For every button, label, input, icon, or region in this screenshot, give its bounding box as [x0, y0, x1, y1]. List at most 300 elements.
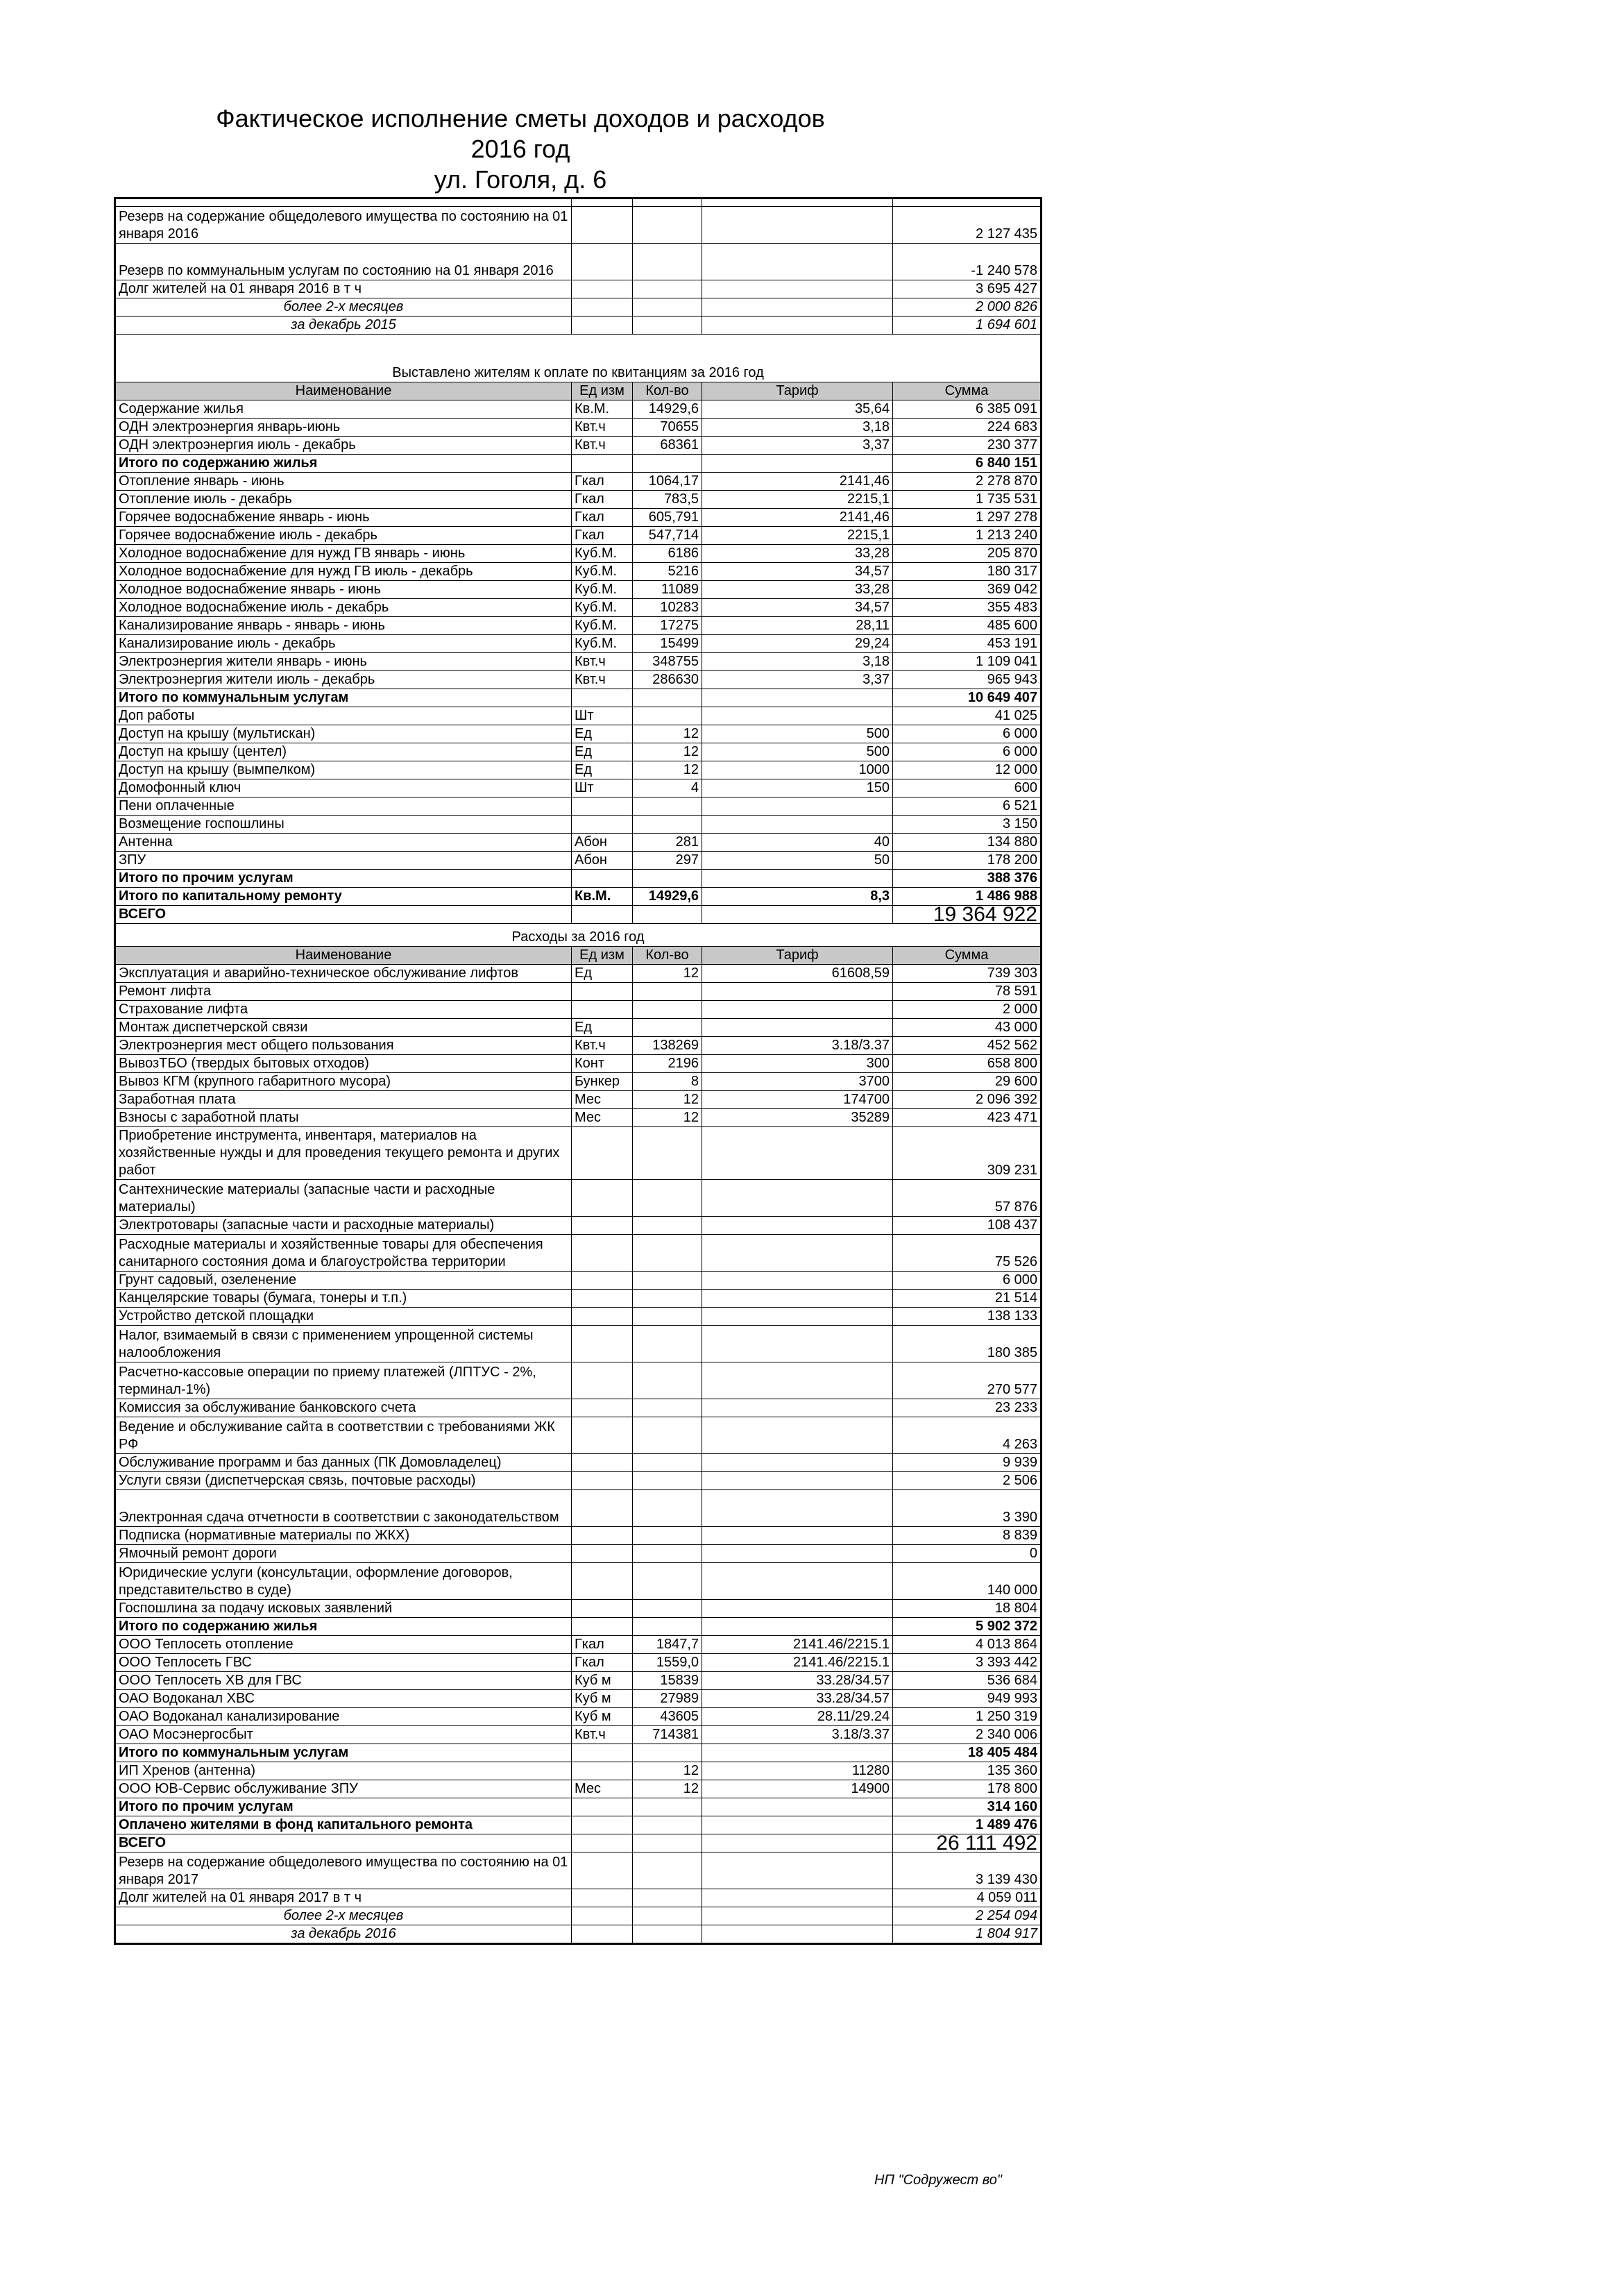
qty-cell [633, 1272, 702, 1290]
income-row [115, 509, 1042, 527]
qty-cell: 783,5 [633, 491, 702, 509]
sum-cell: -1 240 578 [893, 244, 1042, 280]
unit-cell [572, 1907, 633, 1925]
tariff-cell: 2141.46/2215.1 [702, 1654, 893, 1672]
tariff-cell: 33.28/34.57 [702, 1672, 893, 1690]
income-row [115, 635, 1042, 653]
unit-cell: Шт [572, 707, 633, 725]
income-row [115, 419, 1042, 437]
row-label: Доступ на крышу (мультискан) [115, 725, 572, 743]
col-unit-header: Ед изм [572, 382, 633, 400]
qty-cell: 17275 [633, 617, 702, 635]
row-label: Приобретение инструмента, инвентаря, материалов на хозяйственные нужды и для проведения текущего ремонта и других работ [115, 1127, 572, 1180]
unit-cell [572, 1417, 633, 1454]
sum-cell: 230 377 [893, 437, 1042, 455]
sum-cell: 1 804 917 [893, 1925, 1042, 1944]
unit-cell [572, 1798, 633, 1816]
income-row [115, 599, 1042, 617]
row-label: Грунт садовый, озеленение [115, 1272, 572, 1290]
expense-row [115, 1019, 1042, 1037]
qty-cell [633, 1527, 702, 1545]
closing-balance-row [115, 1907, 1042, 1925]
expense-row [115, 1780, 1042, 1798]
unit-cell [572, 1180, 633, 1217]
qty-cell: 605,791 [633, 509, 702, 527]
row-label: Оплачено жителями в фонд капитального ремонта [115, 1816, 572, 1834]
row-label: Ремонт лифта [115, 983, 572, 1001]
row-label: Антенна [115, 834, 572, 852]
qty-cell: 297 [633, 852, 702, 870]
row-label: Канализирование январь - январь - июнь [115, 617, 572, 635]
row-label: Холодное водоснабжение январь - июнь [115, 581, 572, 599]
row-label: за декабрь 2015 [115, 316, 572, 335]
sum-cell: 178 800 [893, 1780, 1042, 1798]
unit-cell: Куб м [572, 1708, 633, 1726]
unit-cell [572, 1326, 633, 1362]
unit-cell [572, 280, 633, 298]
row-label: Доступ на крышу (вымпелком) [115, 761, 572, 779]
qty-cell: 12 [633, 1780, 702, 1798]
qty-cell: 12 [633, 1762, 702, 1780]
sum-cell: 8 839 [893, 1527, 1042, 1545]
sum-cell: 0 [893, 1545, 1042, 1563]
unit-cell [572, 1563, 633, 1600]
total-label: ВСЕГО [115, 906, 572, 924]
unit-cell: Гкал [572, 509, 633, 527]
qty-cell: 12 [633, 743, 702, 761]
unit-cell [572, 1308, 633, 1326]
sum-cell: 1 109 041 [893, 653, 1042, 671]
qty-cell [633, 1308, 702, 1326]
tariff-cell: 3,37 [702, 437, 893, 455]
sum-cell: 355 483 [893, 599, 1042, 617]
income-row [115, 852, 1042, 870]
unit-cell: Конт [572, 1055, 633, 1073]
sum-cell: 3 150 [893, 816, 1042, 834]
unit-cell [572, 816, 633, 834]
unit-cell [572, 1527, 633, 1545]
row-label: ЗПУ [115, 852, 572, 870]
tariff-cell: 3700 [702, 1073, 893, 1091]
tariff-cell [702, 1472, 893, 1490]
unit-cell [572, 797, 633, 816]
unit-cell [572, 1454, 633, 1472]
unit-cell: Мес [572, 1091, 633, 1109]
row-label: ОАО Водоканал канализирование [115, 1708, 572, 1726]
sum-cell: 388 376 [893, 870, 1042, 888]
sum-cell: 3 139 430 [893, 1852, 1042, 1889]
row-label: Налог, взимаемый в связи с применением упрощенной системы налообложения [115, 1326, 572, 1362]
expense-row [115, 1636, 1042, 1654]
row-label: Электротовары (запасные части и расходные материалы) [115, 1217, 572, 1235]
unit-cell [572, 1834, 633, 1852]
expense-row [115, 1127, 1042, 1180]
row-label: Расчетно-кассовые операции по приему платежей (ЛПТУС - 2%, терминал-1%) [115, 1362, 572, 1399]
unit-cell: Гкал [572, 1654, 633, 1672]
income-row [115, 455, 1042, 473]
tariff-cell: 40 [702, 834, 893, 852]
unit-cell: Бункер [572, 1073, 633, 1091]
qty-cell [633, 1454, 702, 1472]
tariff-cell: 28,11 [702, 617, 893, 635]
row-label: более 2-х месяцев [115, 1907, 572, 1925]
tariff-cell [702, 1527, 893, 1545]
expense-row [115, 1001, 1042, 1019]
qty-cell [633, 1362, 702, 1399]
row-label: Взносы с заработной платы [115, 1109, 572, 1127]
row-label: ИП Хренов (антенна) [115, 1762, 572, 1780]
row-label: Расходные материалы и хозяйственные товары для обеспечения санитарного состояния дома и благоустройства территории [115, 1235, 572, 1272]
qty-cell [633, 1326, 702, 1362]
qty-cell [633, 983, 702, 1001]
expense-row [115, 1217, 1042, 1235]
qty-cell: 1064,17 [633, 473, 702, 491]
qty-cell [633, 280, 702, 298]
qty-cell: 15839 [633, 1672, 702, 1690]
qty-cell [633, 1907, 702, 1925]
total-sum: 26 111 492 [893, 1834, 1042, 1852]
sum-cell: 205 870 [893, 545, 1042, 563]
row-label: Электроэнергия жители январь - июнь [115, 653, 572, 671]
sum-cell: 1 735 531 [893, 491, 1042, 509]
tariff-cell: 34,57 [702, 563, 893, 581]
sum-cell: 739 303 [893, 965, 1042, 983]
income-row [115, 671, 1042, 689]
unit-cell [572, 1217, 633, 1235]
expense-row [115, 1290, 1042, 1308]
row-label: ООО Теплосеть ХВ для ГВС [115, 1672, 572, 1690]
row-label: за декабрь 2016 [115, 1925, 572, 1944]
unit-cell [572, 689, 633, 707]
unit-cell: Гкал [572, 1636, 633, 1654]
qty-cell [633, 1490, 702, 1527]
tariff-cell [702, 707, 893, 725]
sum-cell: 178 200 [893, 852, 1042, 870]
expense-row [115, 1654, 1042, 1672]
unit-cell: Мес [572, 1109, 633, 1127]
col-tariff-header: Тариф [702, 382, 893, 400]
organization-signature: НП "Содружест во" [874, 2172, 1002, 2188]
income-row [115, 563, 1042, 581]
section-title: Расходы за 2016 год [115, 924, 1042, 947]
income-row [115, 779, 1042, 797]
row-label: Электроэнергия мест общего пользования [115, 1037, 572, 1055]
row-label: ОАО Мосэнергосбыт [115, 1726, 572, 1744]
row-label: ОАО Водоканал ХВС [115, 1690, 572, 1708]
unit-cell: Абон [572, 852, 633, 870]
income-row [115, 527, 1042, 545]
tariff-cell: 33.28/34.57 [702, 1690, 893, 1708]
sum-cell: 2 254 094 [893, 1907, 1042, 1925]
sum-cell: 9 939 [893, 1454, 1042, 1472]
qty-cell: 4 [633, 779, 702, 797]
row-label: Электронная сдача отчетности в соответствии с законодательством [115, 1490, 572, 1527]
unit-cell: Куб м [572, 1672, 633, 1690]
income-row [115, 870, 1042, 888]
qty-cell: 138269 [633, 1037, 702, 1055]
sum-cell: 3 390 [893, 1490, 1042, 1527]
spacer-cell [633, 199, 702, 207]
expense-row [115, 1454, 1042, 1472]
row-label: Итого по капитальному ремонту [115, 888, 572, 906]
qty-cell: 10283 [633, 599, 702, 617]
sum-cell: 6 000 [893, 743, 1042, 761]
tariff-cell [702, 1545, 893, 1563]
expense-row [115, 1690, 1042, 1708]
tariff-cell: 29,24 [702, 635, 893, 653]
tariff-cell: 33,28 [702, 581, 893, 599]
qty-cell [633, 1217, 702, 1235]
qty-cell: 1559,0 [633, 1654, 702, 1672]
sum-cell: 140 000 [893, 1563, 1042, 1600]
expense-row [115, 1362, 1042, 1399]
row-label: Заработная плата [115, 1091, 572, 1109]
income-row [115, 888, 1042, 906]
sum-cell: 1 489 476 [893, 1816, 1042, 1834]
row-label: Резерв по коммунальным услугам по состоянию на 01 января 2016 [115, 244, 572, 280]
expense-row [115, 1708, 1042, 1726]
tariff-cell [702, 1399, 893, 1417]
expense-row [115, 1726, 1042, 1744]
sum-cell: 10 649 407 [893, 689, 1042, 707]
col-sum-header: Сумма [893, 947, 1042, 965]
unit-cell: Ед [572, 743, 633, 761]
expense-row [115, 1600, 1042, 1618]
unit-cell: Квт.ч [572, 653, 633, 671]
income-row [115, 491, 1042, 509]
expense-row [115, 1816, 1042, 1834]
row-label: Холодное водоснабжение для нужд ГВ июль - декабрь [115, 563, 572, 581]
income-row [115, 707, 1042, 725]
row-label: Итого по содержанию жилья [115, 1618, 572, 1636]
tariff-cell [702, 906, 893, 924]
unit-cell: Квт.ч [572, 1726, 633, 1744]
sum-cell: 423 471 [893, 1109, 1042, 1127]
unit-cell [572, 1472, 633, 1490]
tariff-cell [702, 207, 893, 244]
tariff-cell [702, 1326, 893, 1362]
expense-row [115, 965, 1042, 983]
row-label: Вывоз КГМ (крупного габаритного мусора) [115, 1073, 572, 1091]
unit-cell [572, 1127, 633, 1180]
expense-row [115, 1180, 1042, 1217]
sum-cell: 453 191 [893, 635, 1042, 653]
row-label: Итого по содержанию жилья [115, 455, 572, 473]
qty-cell [633, 1563, 702, 1600]
row-label: Доп работы [115, 707, 572, 725]
qty-cell: 15499 [633, 635, 702, 653]
row-label: Итого по коммунальным услугам [115, 1744, 572, 1762]
income-row [115, 581, 1042, 599]
qty-cell [633, 1019, 702, 1037]
sum-cell: 21 514 [893, 1290, 1042, 1308]
spacer-cell [893, 199, 1042, 207]
unit-cell [572, 1362, 633, 1399]
qty-cell [633, 1235, 702, 1272]
unit-cell: Куб.М. [572, 599, 633, 617]
qty-cell [633, 689, 702, 707]
tariff-cell [702, 1019, 893, 1037]
income-total-row [115, 906, 1042, 924]
tariff-cell [702, 1490, 893, 1527]
sum-cell: 12 000 [893, 761, 1042, 779]
tariff-cell [702, 1417, 893, 1454]
tariff-cell: 150 [702, 779, 893, 797]
income-section-title [115, 335, 1042, 382]
sum-cell: 4 263 [893, 1417, 1042, 1454]
expense-row [115, 1326, 1042, 1362]
sum-cell: 2 000 [893, 1001, 1042, 1019]
tariff-cell: 8,3 [702, 888, 893, 906]
unit-cell [572, 906, 633, 924]
tariff-cell [702, 1217, 893, 1235]
tariff-cell [702, 1563, 893, 1600]
unit-cell: Гкал [572, 473, 633, 491]
opening-balance-row [115, 244, 1042, 280]
qty-cell: 14929,6 [633, 400, 702, 419]
income-row [115, 816, 1042, 834]
unit-cell [572, 1001, 633, 1019]
opening-balance-row [115, 298, 1042, 316]
tariff-cell: 1000 [702, 761, 893, 779]
qty-cell [633, 797, 702, 816]
tariff-cell: 2215,1 [702, 491, 893, 509]
row-label: Электроэнергия жители июль - декабрь [115, 671, 572, 689]
sum-cell: 180 385 [893, 1326, 1042, 1362]
row-label: Отопление июль - декабрь [115, 491, 572, 509]
qty-cell [633, 707, 702, 725]
income-row [115, 653, 1042, 671]
income-row [115, 437, 1042, 455]
unit-cell: Куб.М. [572, 581, 633, 599]
sum-cell: 1 250 319 [893, 1708, 1042, 1726]
qty-cell [633, 207, 702, 244]
unit-cell [572, 1600, 633, 1618]
unit-cell: Ед [572, 761, 633, 779]
qty-cell [633, 1618, 702, 1636]
tariff-cell: 3.18/3.37 [702, 1037, 893, 1055]
unit-cell [572, 1290, 633, 1308]
unit-cell: Куб м [572, 1690, 633, 1708]
qty-cell [633, 298, 702, 316]
tariff-cell: 174700 [702, 1091, 893, 1109]
tariff-cell: 3,18 [702, 653, 893, 671]
tariff-cell: 50 [702, 852, 893, 870]
sum-cell: 658 800 [893, 1055, 1042, 1073]
qty-cell: 68361 [633, 437, 702, 455]
income-row [115, 743, 1042, 761]
qty-cell: 714381 [633, 1726, 702, 1744]
expense-row [115, 1545, 1042, 1563]
unit-cell: Шт [572, 779, 633, 797]
expense-row [115, 1472, 1042, 1490]
qty-cell [633, 1744, 702, 1762]
tariff-cell: 2141,46 [702, 509, 893, 527]
tariff-cell [702, 280, 893, 298]
qty-cell [633, 244, 702, 280]
col-tariff-header: Тариф [702, 947, 893, 965]
expense-row [115, 983, 1042, 1001]
sum-cell: 2 340 006 [893, 1726, 1042, 1744]
sum-cell: 314 160 [893, 1798, 1042, 1816]
expense-row [115, 1744, 1042, 1762]
sum-cell: 29 600 [893, 1073, 1042, 1091]
unit-cell: Мес [572, 1780, 633, 1798]
sum-cell: 485 600 [893, 617, 1042, 635]
qty-cell: 27989 [633, 1690, 702, 1708]
qty-cell [633, 455, 702, 473]
tariff-cell [702, 983, 893, 1001]
tariff-cell: 35,64 [702, 400, 893, 419]
tariff-cell: 3,18 [702, 419, 893, 437]
unit-cell [572, 1889, 633, 1907]
row-label: более 2-х месяцев [115, 298, 572, 316]
row-label: Доступ на крышу (центел) [115, 743, 572, 761]
column-header-row [115, 947, 1042, 965]
row-label: Сантехнические материалы (запасные части и расходные материалы) [115, 1180, 572, 1217]
tariff-cell [702, 1454, 893, 1472]
tariff-cell [702, 1001, 893, 1019]
tariff-cell [702, 689, 893, 707]
qty-cell: 286630 [633, 671, 702, 689]
qty-cell: 5216 [633, 563, 702, 581]
income-row [115, 797, 1042, 816]
expense-row [115, 1417, 1042, 1454]
unit-cell: Кв.М. [572, 400, 633, 419]
unit-cell [572, 1490, 633, 1527]
qty-cell: 12 [633, 1091, 702, 1109]
unit-cell [572, 1762, 633, 1780]
tariff-cell [702, 316, 893, 335]
qty-cell [633, 816, 702, 834]
sum-cell: 18 405 484 [893, 1744, 1042, 1762]
tariff-cell [702, 1816, 893, 1834]
row-label: Горячее водоснабжение июль - декабрь [115, 527, 572, 545]
unit-cell: Квт.ч [572, 419, 633, 437]
tariff-cell: 500 [702, 743, 893, 761]
qty-cell: 8 [633, 1073, 702, 1091]
row-label: Подписка (нормативные материалы по ЖКХ) [115, 1527, 572, 1545]
unit-cell [572, 316, 633, 335]
sum-cell: 3 393 442 [893, 1654, 1042, 1672]
row-label: Горячее водоснабжение январь - июнь [115, 509, 572, 527]
expense-row [115, 1399, 1042, 1417]
sum-cell: 600 [893, 779, 1042, 797]
qty-cell [633, 1127, 702, 1180]
sum-cell: 6 840 151 [893, 455, 1042, 473]
document-title: Фактическое исполнение сметы доходов и расходов [216, 104, 825, 133]
unit-cell [572, 1272, 633, 1290]
tariff-cell: 2141.46/2215.1 [702, 1636, 893, 1654]
col-unit-header: Ед изм [572, 947, 633, 965]
unit-cell [572, 870, 633, 888]
closing-balance-row [115, 1889, 1042, 1907]
tariff-cell [702, 1744, 893, 1762]
opening-balance-row [115, 280, 1042, 298]
qty-cell: 12 [633, 761, 702, 779]
sum-cell: 57 876 [893, 1180, 1042, 1217]
row-label: Ямочный ремонт дороги [115, 1545, 572, 1563]
tariff-cell: 35289 [702, 1109, 893, 1127]
qty-cell: 12 [633, 1109, 702, 1127]
sum-cell: 1 486 988 [893, 888, 1042, 906]
tariff-cell [702, 1798, 893, 1816]
expense-row [115, 1527, 1042, 1545]
unit-cell [572, 244, 633, 280]
qty-cell: 348755 [633, 653, 702, 671]
qty-cell [633, 1545, 702, 1563]
sum-cell: 2 127 435 [893, 207, 1042, 244]
